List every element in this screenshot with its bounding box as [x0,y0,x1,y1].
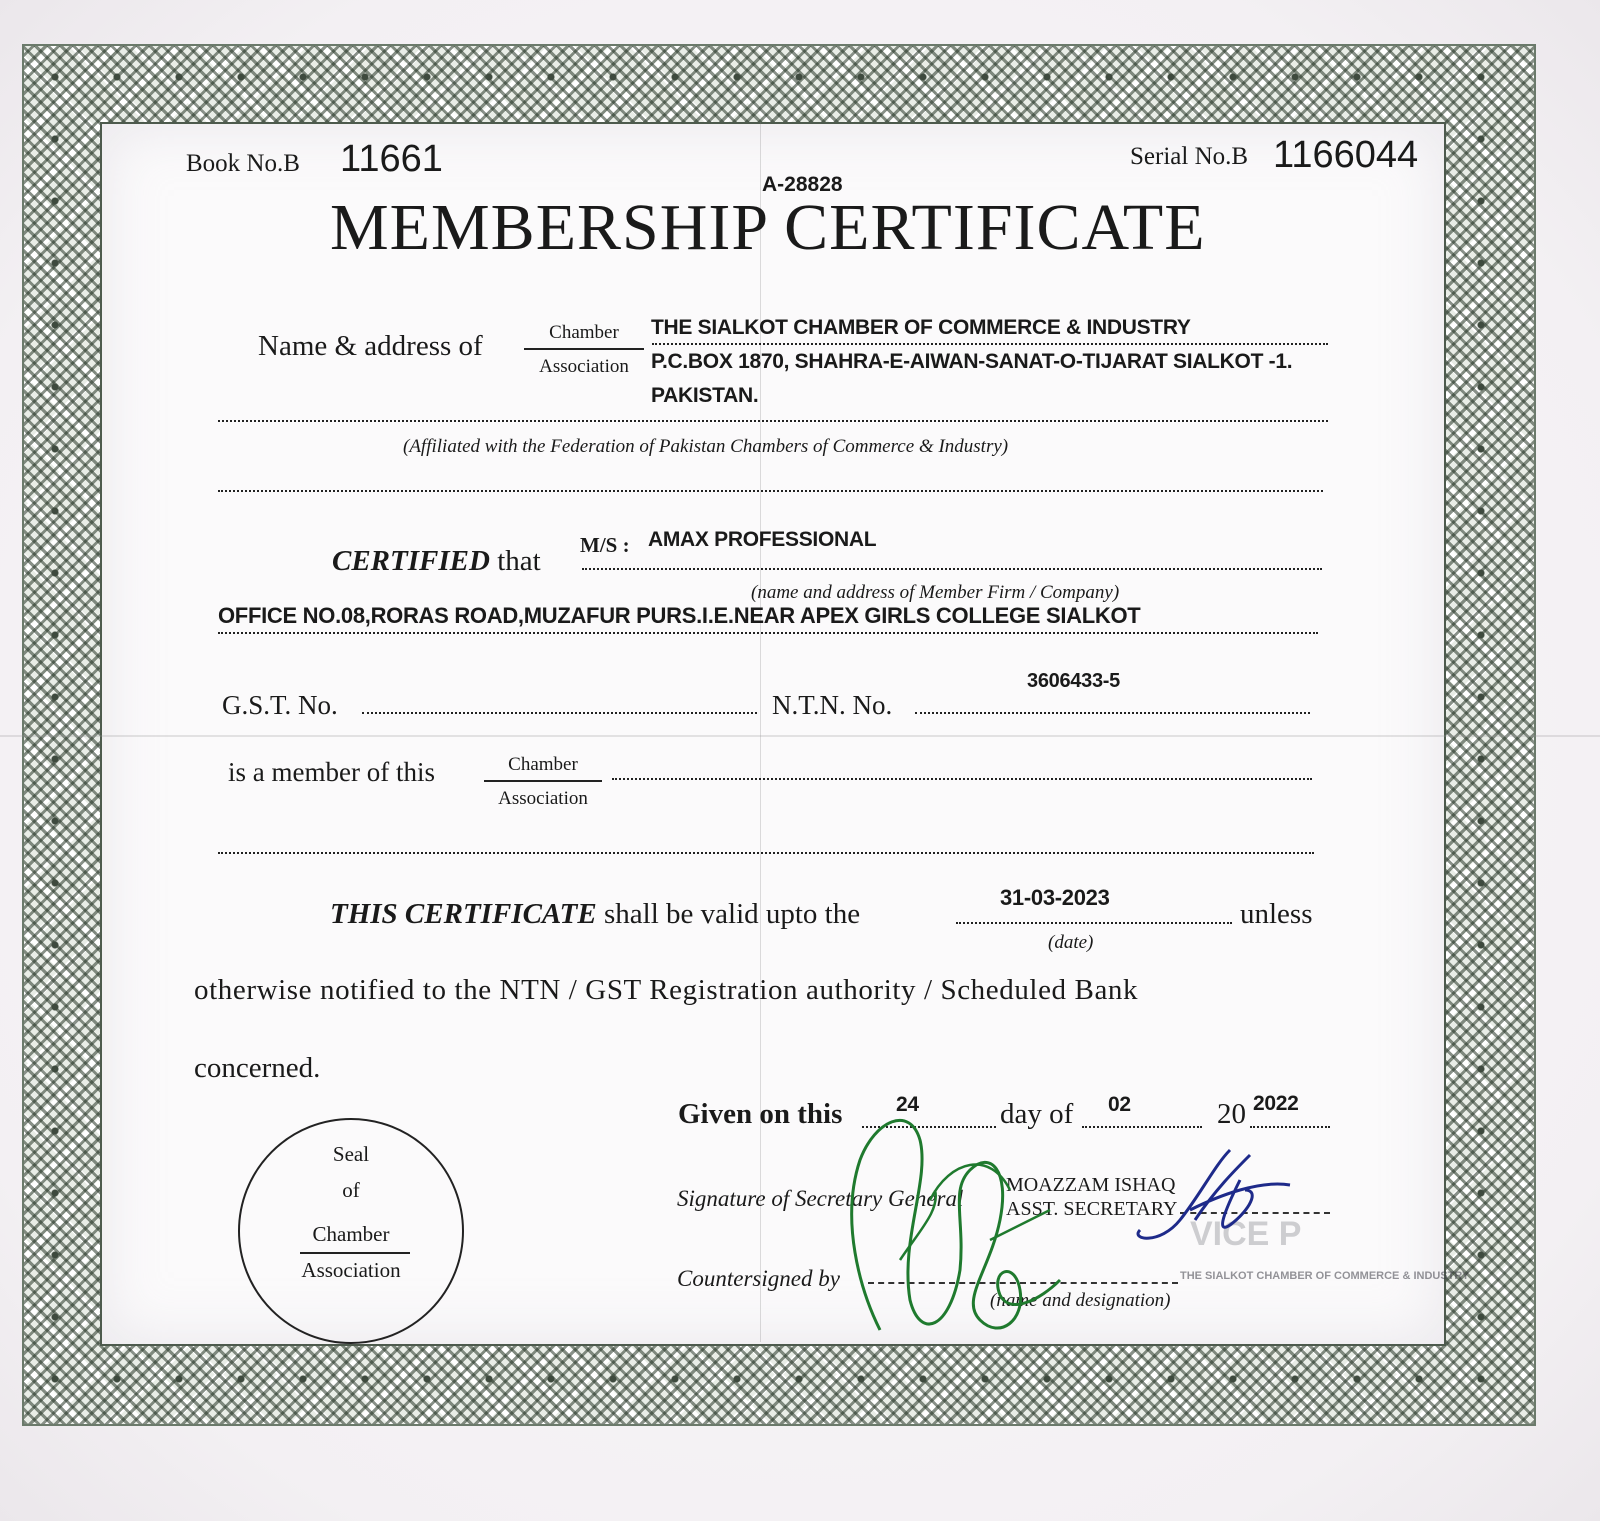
validity-date-dotline [956,922,1232,924]
ntn-value: 3606433-5 [1027,670,1120,692]
member-of-dotline [612,778,1312,780]
ntn-label: N.T.N. No. [772,690,893,720]
affiliation-dotline [218,490,1323,492]
ntn-value-dotline [915,712,1310,714]
signer-title: ASST. SECRETARY [1006,1198,1178,1220]
given-on-label: Given on this [678,1098,843,1130]
issuer-dotline-2 [218,420,1328,422]
issuer-label: Name & address of [258,330,483,362]
countersign-caption: (name and designation) [990,1290,1171,1311]
serial-number-label: Serial No.B [1130,143,1249,170]
affiliation-note: (Affiliated with the Federation of Pakistan Chambers of Commerce & Industry) [403,436,1009,457]
given-day: 24 [896,1093,919,1116]
issuer-address: P.C.BOX 1870, SHAHRA-E-AIWAN-SANAT-O-TIJARAT SIALKOT -1. [651,350,1293,373]
green-signature-icon [840,1100,1100,1350]
gst-label: G.S.T. No. [222,690,338,720]
countersigned-label: Countersigned by [677,1266,840,1291]
secretary-signature-label: Signature of Secretary General [677,1186,964,1211]
member-of-dotline-2 [218,852,1314,854]
seal-line-4: Association [301,1258,401,1282]
book-number: 11661 [340,138,443,180]
member-prefix: M/S : [580,533,630,557]
given-month: 02 [1108,1093,1131,1116]
blue-signature-icon [1120,1150,1300,1250]
seal-line-1: Seal [332,1142,370,1166]
reference-number: A-28828 [762,173,843,196]
that-word: that [489,545,541,577]
seal-divider [300,1252,410,1254]
member-name: AMAX PROFESSIONAL [648,528,877,551]
validity-label-rest: shall be valid upto the [596,898,861,930]
unless-word: unless [1240,898,1313,930]
signer-name: MOAZZAM ISHAQ [1006,1174,1176,1196]
certified-that-label [332,545,541,578]
member-of-fraction [484,754,602,810]
year-dotline [1250,1126,1330,1128]
this-certificate-word: THIS CERTIFICATE [330,898,597,930]
validity-line-2: otherwise notified to the NTN / GST Registration authority / Scheduled Bank [194,974,1139,1006]
book-number-label: Book No.B [186,150,300,177]
chamber-seal [238,1118,464,1344]
validity-label [330,898,860,931]
fraction-bottom: Association [539,356,629,377]
fold-crease-horizontal [0,735,1600,737]
issuer-name: THE SIALKOT CHAMBER OF COMMERCE & INDUSTRY [651,316,1191,339]
month-dotline [1082,1126,1202,1128]
member-address-dotline [218,632,1318,634]
fraction-top: Chamber [484,754,602,782]
certificate-title: MEMBERSHIP CERTIFICATE [330,191,1206,264]
fraction-top: Chamber [524,322,644,350]
serial-number: 1166044 [1273,134,1419,176]
fold-crease-vertical [760,122,761,1342]
issuer-country: PAKISTAN. [651,384,759,407]
seal-line-3: Chamber [312,1222,390,1246]
day-of-label: day of [1000,1098,1074,1130]
chamber-association-fraction [524,322,644,378]
gst-value-dotline [362,712,757,714]
member-caption: (name and address of Member Firm / Company) [751,582,1120,603]
date-caption: (date) [1048,932,1094,953]
year-prefix: 20 [1217,1098,1246,1130]
given-year: 2022 [1253,1092,1299,1115]
validity-line-3: concerned. [194,1052,321,1084]
fraction-bottom: Association [498,788,588,809]
stamp-small-text: THE SIALKOT CHAMBER OF COMMERCE & INDUSTRY [1180,1270,1470,1282]
seal-line-2: of [342,1178,360,1202]
validity-date: 31-03-2023 [1000,885,1110,910]
faded-stamp-text: VICE P [1190,1215,1302,1253]
certified-word: CERTIFIED [332,545,490,577]
issuer-name-dotline [652,343,1328,345]
member-address: OFFICE NO.08,RORAS ROAD,MUZAFUR PURS.I.E.NEAR APEX GIRLS COLLEGE SIALKOT [218,603,1141,628]
member-name-dotline [582,568,1322,570]
member-of-label: is a member of this [228,757,435,787]
